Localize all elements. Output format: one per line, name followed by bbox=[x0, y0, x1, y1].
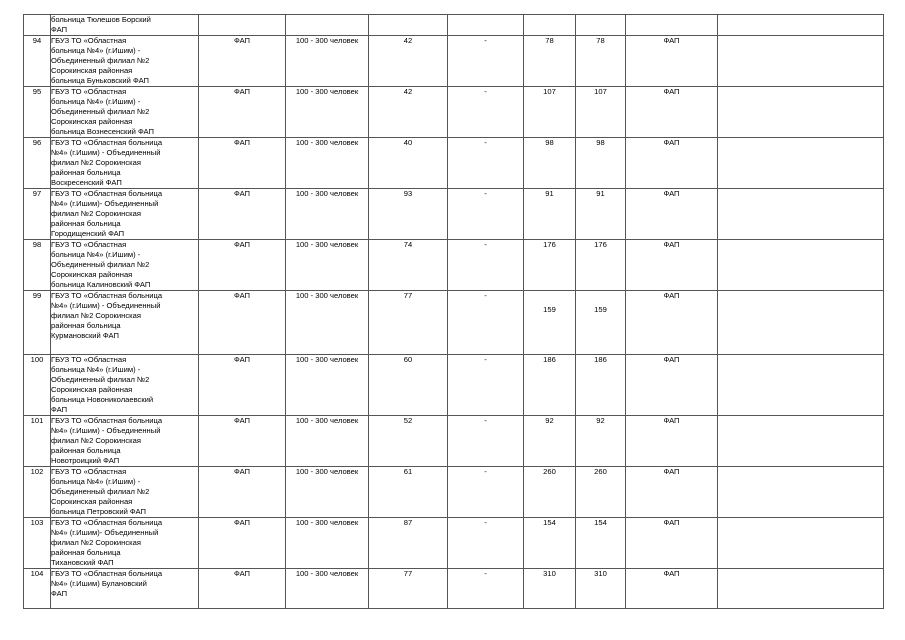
dash-value: - bbox=[448, 36, 524, 87]
value-a: 91 bbox=[524, 189, 576, 240]
count-value: 77 bbox=[369, 569, 448, 609]
table-row bbox=[24, 569, 884, 609]
population-range bbox=[286, 15, 369, 36]
empty-cell bbox=[718, 189, 884, 240]
facility-type-2: ФАП bbox=[626, 355, 718, 416]
facility-name: ГБУЗ ТО «Областная больница №4» (г.Ишим) - Объединенный филиал №2 Сорокинская районная больница Новониколаевский ФАП bbox=[51, 355, 199, 416]
table-row bbox=[24, 355, 884, 416]
row-number: 103 bbox=[24, 518, 51, 569]
dash-value bbox=[448, 15, 524, 36]
facility-type: ФАП bbox=[199, 416, 286, 467]
empty-cell bbox=[718, 240, 884, 291]
value-a: 107 bbox=[524, 87, 576, 138]
count-value: 77 bbox=[369, 291, 448, 355]
empty-cell bbox=[718, 291, 884, 355]
dash-value: - bbox=[448, 416, 524, 467]
dash-value: - bbox=[448, 467, 524, 518]
table-row bbox=[24, 518, 884, 569]
value-a: 98 bbox=[524, 138, 576, 189]
row-number: 99 bbox=[24, 291, 51, 355]
facility-name: ГБУЗ ТО «Областная больница №4» (г.Ишим) - Объединенный филиал №2 Сорокинская районная больница Петровский ФАП bbox=[51, 467, 199, 518]
table-row bbox=[24, 416, 884, 467]
empty-cell bbox=[718, 15, 884, 36]
row-number: 101 bbox=[24, 416, 51, 467]
facility-type: ФАП bbox=[199, 518, 286, 569]
dash-value: - bbox=[448, 569, 524, 609]
population-range: 100 - 300 человек bbox=[286, 291, 369, 355]
empty-cell bbox=[718, 36, 884, 87]
facility-type-2: ФАП bbox=[626, 518, 718, 569]
facility-type-2: ФАП bbox=[626, 291, 718, 355]
value-b: 107 bbox=[576, 87, 626, 138]
row-number: 102 bbox=[24, 467, 51, 518]
facility-name: ГБУЗ ТО «Областная больница №4» (г.Ишим)- Объединенный филиал №2 Сорокинская районная больница Городищенский ФАП bbox=[51, 189, 199, 240]
value-b: 260 bbox=[576, 467, 626, 518]
value-a: 310 bbox=[524, 569, 576, 609]
population-range: 100 - 300 человек bbox=[286, 87, 369, 138]
value-b: 91 bbox=[576, 189, 626, 240]
facility-type-2: ФАП bbox=[626, 569, 718, 609]
count-value: 61 bbox=[369, 467, 448, 518]
value-b: 159 bbox=[576, 291, 626, 355]
facility-type: ФАП bbox=[199, 138, 286, 189]
dash-value: - bbox=[448, 240, 524, 291]
population-range: 100 - 300 человек bbox=[286, 416, 369, 467]
row-number: 95 bbox=[24, 87, 51, 138]
empty-cell bbox=[718, 138, 884, 189]
value-b: 186 bbox=[576, 355, 626, 416]
dash-value: - bbox=[448, 87, 524, 138]
row-number: 98 bbox=[24, 240, 51, 291]
value-a: 92 bbox=[524, 416, 576, 467]
table-row bbox=[24, 138, 884, 189]
count-value bbox=[369, 15, 448, 36]
population-range: 100 - 300 человек bbox=[286, 355, 369, 416]
population-range: 100 - 300 человек bbox=[286, 36, 369, 87]
value-a: 176 bbox=[524, 240, 576, 291]
row-number: 100 bbox=[24, 355, 51, 416]
facility-type: ФАП bbox=[199, 240, 286, 291]
facility-type: ФАП bbox=[199, 569, 286, 609]
dash-value: - bbox=[448, 355, 524, 416]
count-value: 52 bbox=[369, 416, 448, 467]
facility-type: ФАП bbox=[199, 467, 286, 518]
table-row bbox=[24, 291, 884, 355]
facility-type: ФАП bbox=[199, 189, 286, 240]
facility-name: ГБУЗ ТО «Областная больница №4» (г.Ишим) - Объединенный филиал №2 Сорокинская районная больница Вознесенский ФАП bbox=[51, 87, 199, 138]
dash-value: - bbox=[448, 189, 524, 240]
count-value: 42 bbox=[369, 87, 448, 138]
value-a: 159 bbox=[524, 291, 576, 355]
population-range: 100 - 300 человек bbox=[286, 240, 369, 291]
facility-type-2: ФАП bbox=[626, 138, 718, 189]
facility-type: ФАП bbox=[199, 36, 286, 87]
population-range: 100 - 300 человек bbox=[286, 138, 369, 189]
facility-type bbox=[199, 15, 286, 36]
empty-cell bbox=[718, 569, 884, 609]
empty-cell bbox=[718, 355, 884, 416]
facility-name: ГБУЗ ТО «Областная больница №4» (г.Ишим) - Объединенный филиал №2 Сорокинская районная больница Новотроицкий ФАП bbox=[51, 416, 199, 467]
value-b bbox=[576, 15, 626, 36]
population-range: 100 - 300 человек bbox=[286, 467, 369, 518]
value-b: 310 bbox=[576, 569, 626, 609]
population-range: 100 - 300 человек bbox=[286, 569, 369, 609]
dash-value: - bbox=[448, 138, 524, 189]
facility-type: ФАП bbox=[199, 355, 286, 416]
value-a: 186 bbox=[524, 355, 576, 416]
row-number bbox=[24, 15, 51, 36]
facility-name: больница Тюлешов Борский ФАП bbox=[51, 15, 199, 36]
value-a bbox=[524, 15, 576, 36]
facility-type-2: ФАП bbox=[626, 189, 718, 240]
value-a: 260 bbox=[524, 467, 576, 518]
facility-type: ФАП bbox=[199, 291, 286, 355]
facility-type-2: ФАП bbox=[626, 36, 718, 87]
empty-cell bbox=[718, 518, 884, 569]
dash-value: - bbox=[448, 291, 524, 355]
value-b: 78 bbox=[576, 36, 626, 87]
value-a: 78 bbox=[524, 36, 576, 87]
value-b: 92 bbox=[576, 416, 626, 467]
facility-name: ГБУЗ ТО «Областная больница №4» (г.Ишим) - Объединенный филиал №2 Сорокинская районная больница Калиновский ФАП bbox=[51, 240, 199, 291]
facility-type-2: ФАП bbox=[626, 240, 718, 291]
facility-name: ГБУЗ ТО «Областная больница №4» (г.Ишим) - Объединенный филиал №2 Сорокинская районная больница Воскресенский ФАП bbox=[51, 138, 199, 189]
row-number: 96 bbox=[24, 138, 51, 189]
facility-name: ГБУЗ ТО «Областная больница №4» (г.Ишим) Булановский ФАП bbox=[51, 569, 199, 609]
table-row bbox=[24, 189, 884, 240]
table-row bbox=[24, 36, 884, 87]
value-b: 176 bbox=[576, 240, 626, 291]
facility-type: ФАП bbox=[199, 87, 286, 138]
facility-type-2 bbox=[626, 15, 718, 36]
table-row bbox=[24, 467, 884, 518]
count-value: 93 bbox=[369, 189, 448, 240]
empty-cell bbox=[718, 87, 884, 138]
row-number: 94 bbox=[24, 36, 51, 87]
table-row bbox=[24, 87, 884, 138]
value-b: 98 bbox=[576, 138, 626, 189]
facility-type-2: ФАП bbox=[626, 87, 718, 138]
facility-type-2: ФАП bbox=[626, 467, 718, 518]
population-range: 100 - 300 человек bbox=[286, 189, 369, 240]
facility-type-2: ФАП bbox=[626, 416, 718, 467]
row-number: 104 bbox=[24, 569, 51, 609]
facility-name: ГБУЗ ТО «Областная больница №4» (г.Ишим) - Объединенный филиал №2 Сорокинская районная больница Курмановский ФАП bbox=[51, 291, 199, 355]
facilities-table bbox=[23, 14, 884, 609]
dash-value: - bbox=[448, 518, 524, 569]
table-row bbox=[24, 240, 884, 291]
value-a: 154 bbox=[524, 518, 576, 569]
count-value: 42 bbox=[369, 36, 448, 87]
empty-cell bbox=[718, 416, 884, 467]
empty-cell bbox=[718, 467, 884, 518]
facility-name: ГБУЗ ТО «Областная больница №4» (г.Ишим) - Объединенный филиал №2 Сорокинская районная больница Буньковский ФАП bbox=[51, 36, 199, 87]
table-row bbox=[24, 15, 884, 36]
row-number: 97 bbox=[24, 189, 51, 240]
count-value: 87 bbox=[369, 518, 448, 569]
count-value: 60 bbox=[369, 355, 448, 416]
facility-name: ГБУЗ ТО «Областная больница №4» (г.Ишим)- Объединенный филиал №2 Сорокинская районная больница Тихановский ФАП bbox=[51, 518, 199, 569]
count-value: 74 bbox=[369, 240, 448, 291]
value-b: 154 bbox=[576, 518, 626, 569]
count-value: 40 bbox=[369, 138, 448, 189]
population-range: 100 - 300 человек bbox=[286, 518, 369, 569]
